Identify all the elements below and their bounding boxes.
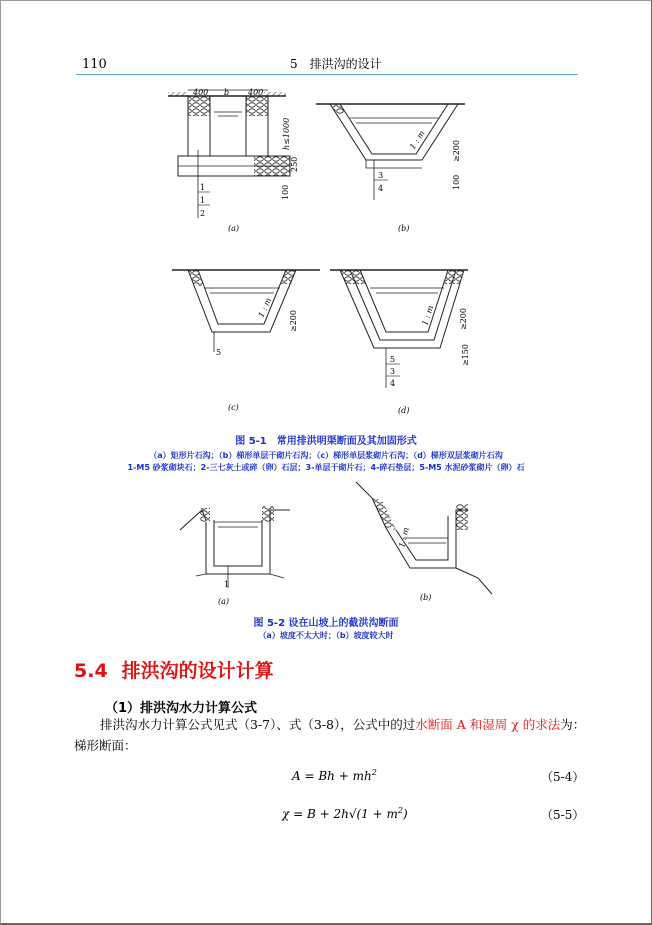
callout-1a: 1 bbox=[200, 183, 206, 192]
section-heading bbox=[74, 656, 274, 683]
paragraph-line2: 梯形断面： bbox=[74, 738, 137, 753]
callout-5d: 5 bbox=[390, 355, 396, 364]
running-header-title: 5 排洪沟的设计 bbox=[290, 57, 382, 71]
figure-5-1-caption-line1: （a）矩形片石沟；（b）梯形单层干砌片石沟；（c）梯形单层浆砌片石沟；（d）梯形双层浆砌片石沟 bbox=[149, 451, 503, 460]
dim-200-c: ≥200 bbox=[289, 310, 298, 332]
formula-5-4-tag: （5-4） bbox=[541, 770, 585, 784]
label-a: (a) bbox=[228, 224, 240, 233]
callout-3b: 3 bbox=[378, 171, 384, 180]
callout-1b: 1 bbox=[200, 196, 206, 205]
subsection-heading: （1）排洪沟水力计算公式 bbox=[105, 701, 258, 716]
paragraph-highlight: 水断面 A 和湿周 χ 的求法 bbox=[415, 717, 561, 732]
formula-5-5-tag: （5-5） bbox=[541, 808, 585, 822]
callout-2: 2 bbox=[200, 209, 206, 218]
dim-200-b: ≥200 bbox=[452, 140, 461, 162]
label-5-2-a: (a) bbox=[218, 597, 230, 606]
slope-c: 1 : m bbox=[256, 296, 274, 319]
formula-5-5-expr: $\chi = B + 2h√(1 + m^2)$ bbox=[282, 806, 408, 821]
dim-400-left: 400 bbox=[193, 88, 209, 97]
figure-5-2-b bbox=[356, 482, 492, 602]
label-d: (d) bbox=[398, 406, 410, 415]
paragraph-line1 bbox=[74, 715, 594, 735]
label-5-2-b: (b) bbox=[420, 593, 432, 602]
slope-5-2-b: 1 : m bbox=[397, 526, 411, 549]
formula-5-4-expr: $A = Bh + mh^2$ bbox=[292, 768, 377, 783]
dim-150-d: ≥150 bbox=[461, 344, 470, 366]
paragraph-part1: 排洪沟水力计算公式见式（3-7）、式（3-8），公式中的过 bbox=[100, 717, 416, 732]
dim-b: b bbox=[224, 88, 230, 97]
figure-5-1-title: 图 5-1 常用排洪明渠断面及其加固形式 bbox=[235, 436, 417, 447]
section-number: 5.4 bbox=[74, 660, 108, 682]
callout-3d: 3 bbox=[390, 367, 396, 376]
dim-h: h≤1000 bbox=[282, 117, 291, 150]
dim-200-d: ≥200 bbox=[459, 308, 468, 330]
dim-100: 100 bbox=[281, 184, 290, 200]
callout-4b: 4 bbox=[378, 184, 384, 193]
paragraph-part3: 为： bbox=[560, 717, 586, 732]
figure-5-2-title: 图 5-2 设在山坡上的截洪沟断面 bbox=[253, 618, 399, 629]
figure-5-1-a bbox=[168, 88, 299, 233]
section-title: 排洪沟的设计计算 bbox=[121, 660, 274, 682]
figure-5-2-caption: （a）坡度不太大时；（b）坡度较大时 bbox=[258, 631, 394, 640]
dim-250: 250 bbox=[290, 156, 299, 172]
slope-b: 1 : m bbox=[408, 128, 427, 152]
figure-5-1-d bbox=[330, 270, 470, 415]
dim-100-b: 100 bbox=[452, 174, 461, 190]
callout-4d: 4 bbox=[390, 379, 396, 388]
dim-400-right: 400 bbox=[248, 88, 264, 97]
figure-5-1-b bbox=[316, 104, 465, 233]
label-c: (c) bbox=[228, 403, 239, 412]
figure-5-1-c bbox=[172, 270, 320, 412]
slope-d: 1 : m bbox=[420, 304, 436, 327]
callout-5c: 5 bbox=[216, 348, 222, 357]
callout-5-2-a: 1 bbox=[224, 580, 230, 589]
figure-5-2-a bbox=[180, 506, 290, 606]
figure-5-1-caption-line2: 1-M5 砂浆砌块石；2-三七灰土或碎（卵）石层；3-单层干砌片石；4-碎石垫层；5-M5 水泥砂浆砌片（卵）石 bbox=[127, 463, 525, 472]
label-b: (b) bbox=[398, 224, 410, 233]
page-number: 110 bbox=[82, 57, 107, 72]
